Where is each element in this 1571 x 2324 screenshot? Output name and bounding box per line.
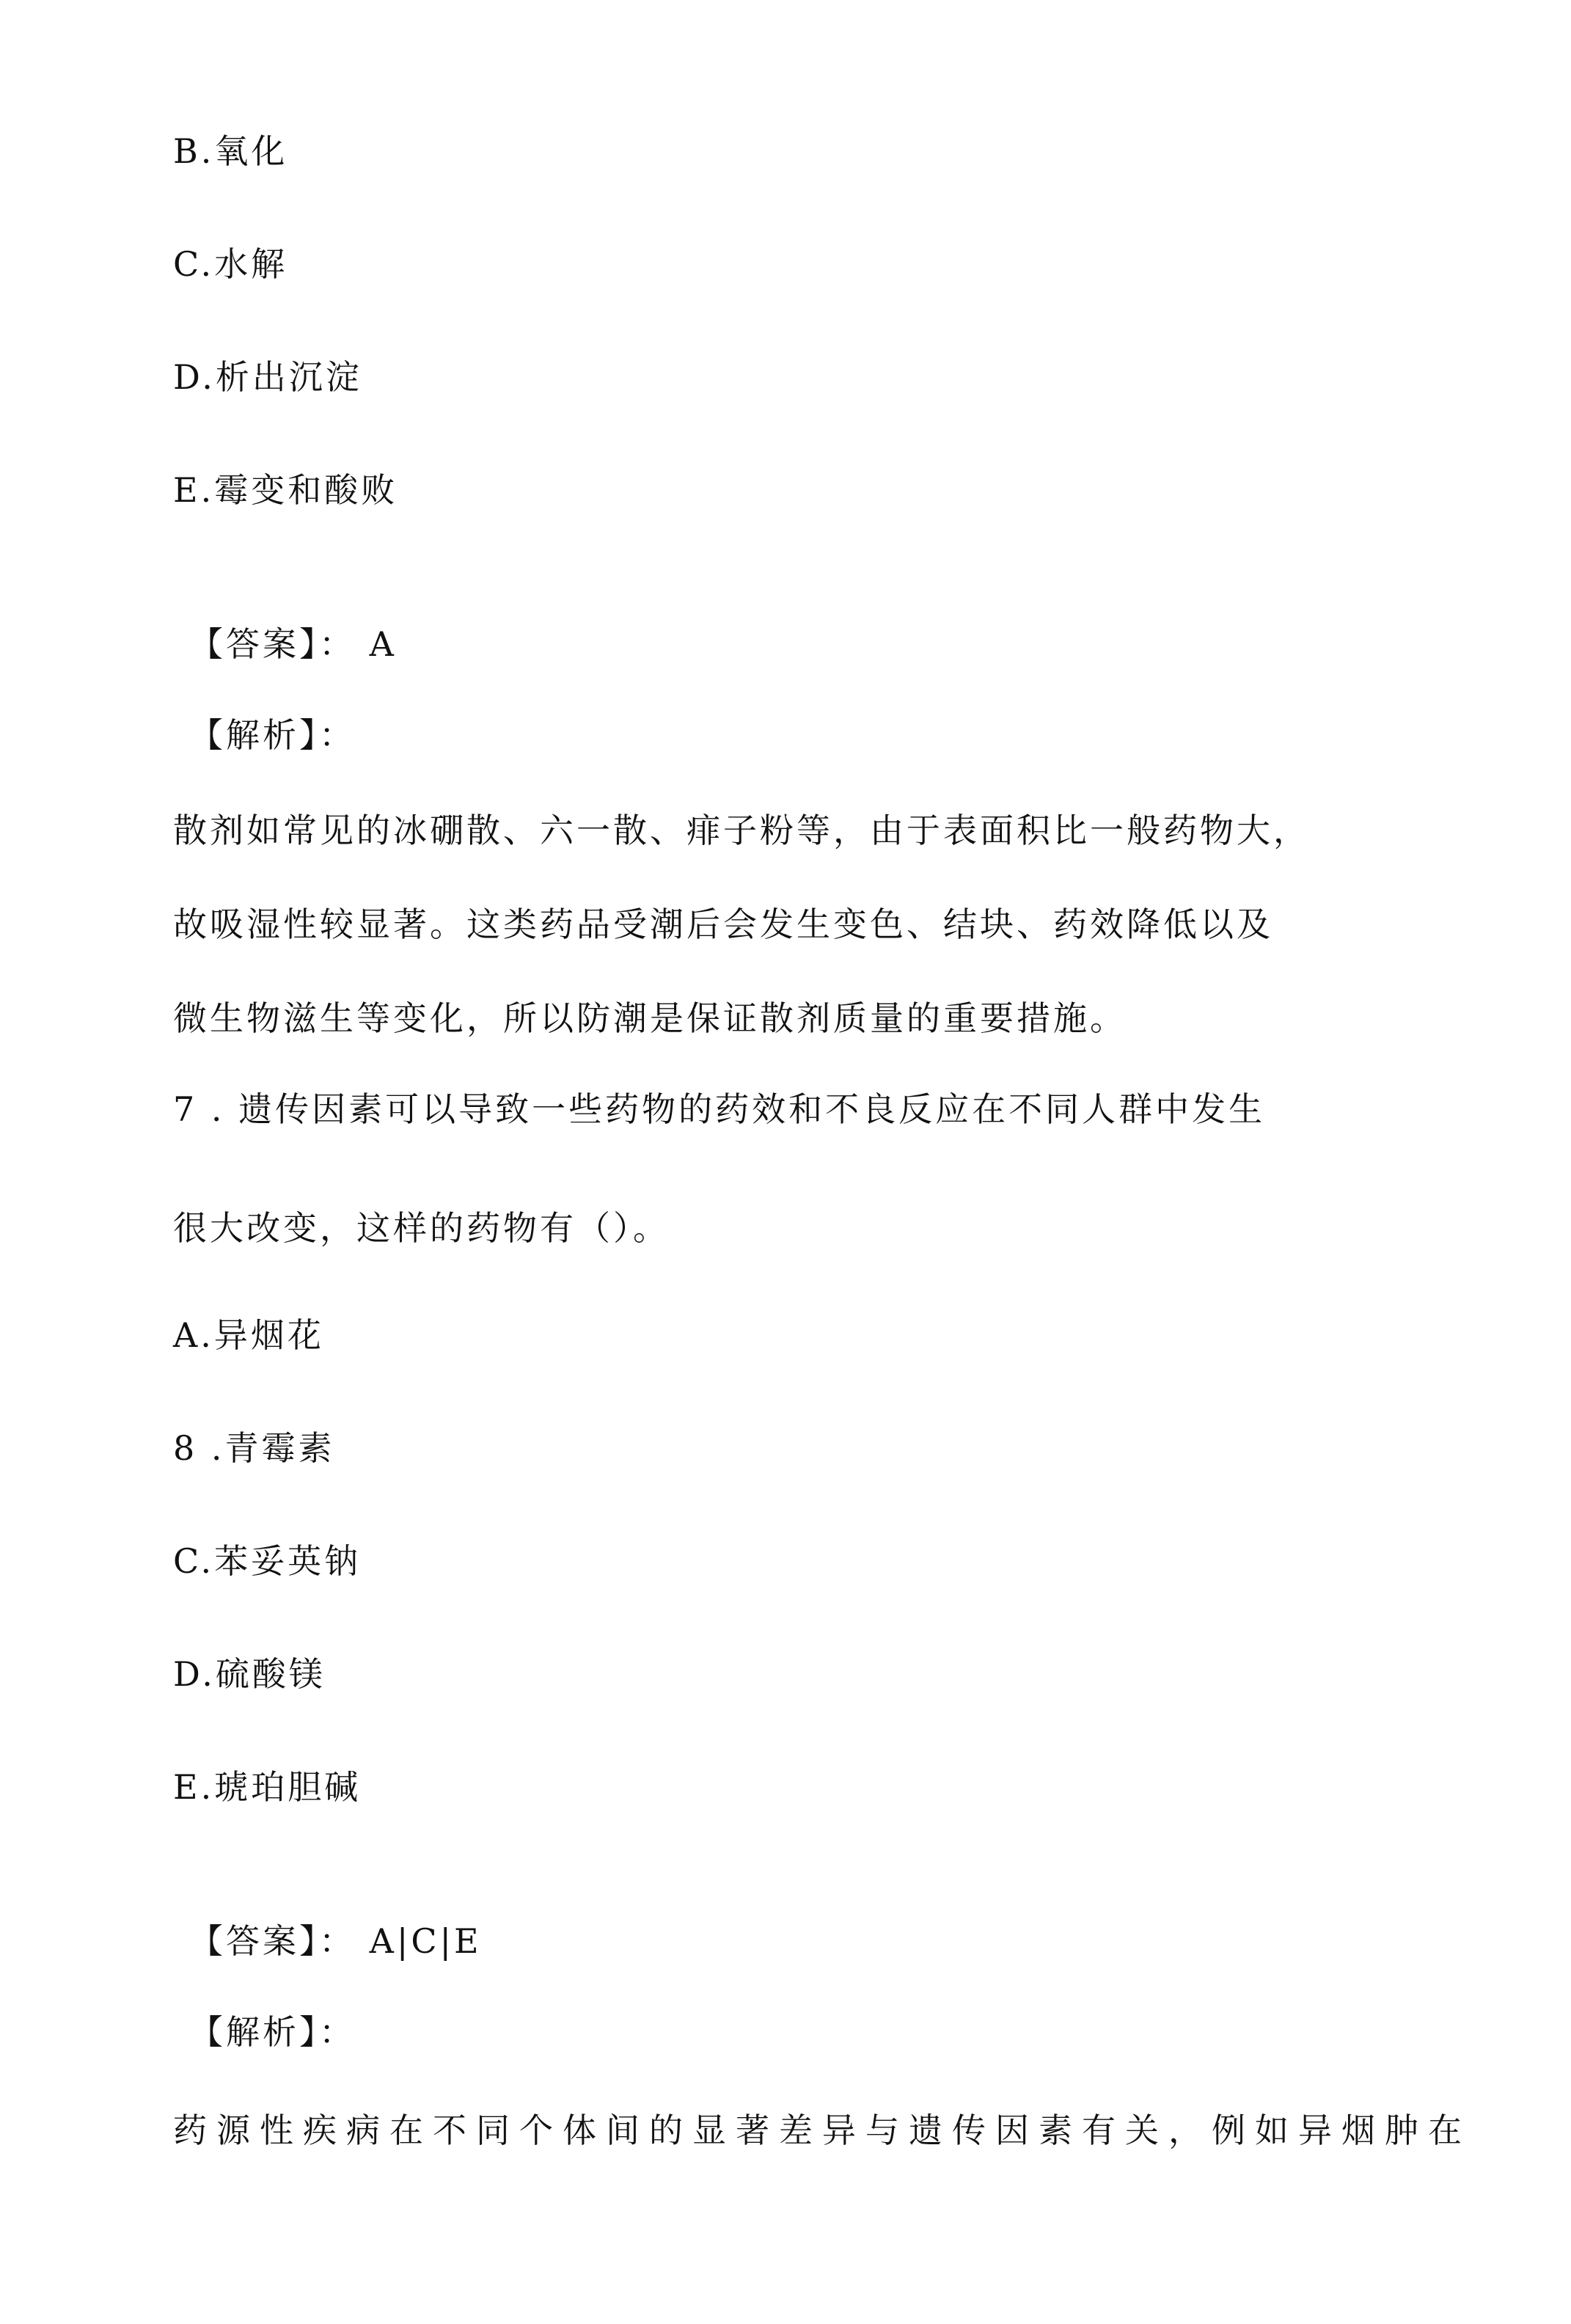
- q6-analysis-label: 【解析】：: [189, 715, 356, 755]
- q7-option-a: A.异烟花: [173, 1315, 324, 1355]
- q7-option-c: C.苯妥英钠: [173, 1541, 362, 1581]
- q7-stem-line-2: 很大改变，这样的药物有（）。: [173, 1208, 670, 1248]
- q6-option-c: C.水解: [173, 244, 288, 284]
- q7-option-d: D.硫酸镁: [173, 1654, 326, 1694]
- q6-option-e: E.霉变和酸败: [173, 470, 398, 510]
- q6-analysis-line-2: 故吸湿性较显著。这类药品受潮后会发生变色、结块、药效降低以及: [173, 905, 1273, 944]
- q7-option-b: 8 .青霉素: [173, 1428, 335, 1468]
- q6-option-b: B.氧化: [173, 131, 288, 171]
- q6-analysis-line-1: 散剂如常见的冰硼散、六一散、痱子粉等，由于表面积比一般药物大，: [173, 811, 1310, 850]
- q6-option-d: D.析出沉淀: [173, 357, 362, 397]
- q7-option-e: E.琥珀胆碱: [173, 1767, 362, 1807]
- q6-answer: 【答案】： A: [189, 624, 397, 664]
- q7-answer: 【答案】： A|C|E: [189, 1921, 482, 1961]
- q7-stem-line-1: 7 . 遗传因素可以导致一些药物的药效和不良反应在不同人群中发生: [173, 1089, 1266, 1129]
- q7-analysis-line-1: 药源性疾病在不同个体间的显著差异与遗传因素有关，例如异烟肿在: [173, 2111, 1471, 2150]
- q7-analysis-label: 【解析】：: [189, 2012, 356, 2052]
- q6-analysis-line-3: 微生物滋生等变化，所以防潮是保证散剂质量的重要措施。: [173, 998, 1127, 1038]
